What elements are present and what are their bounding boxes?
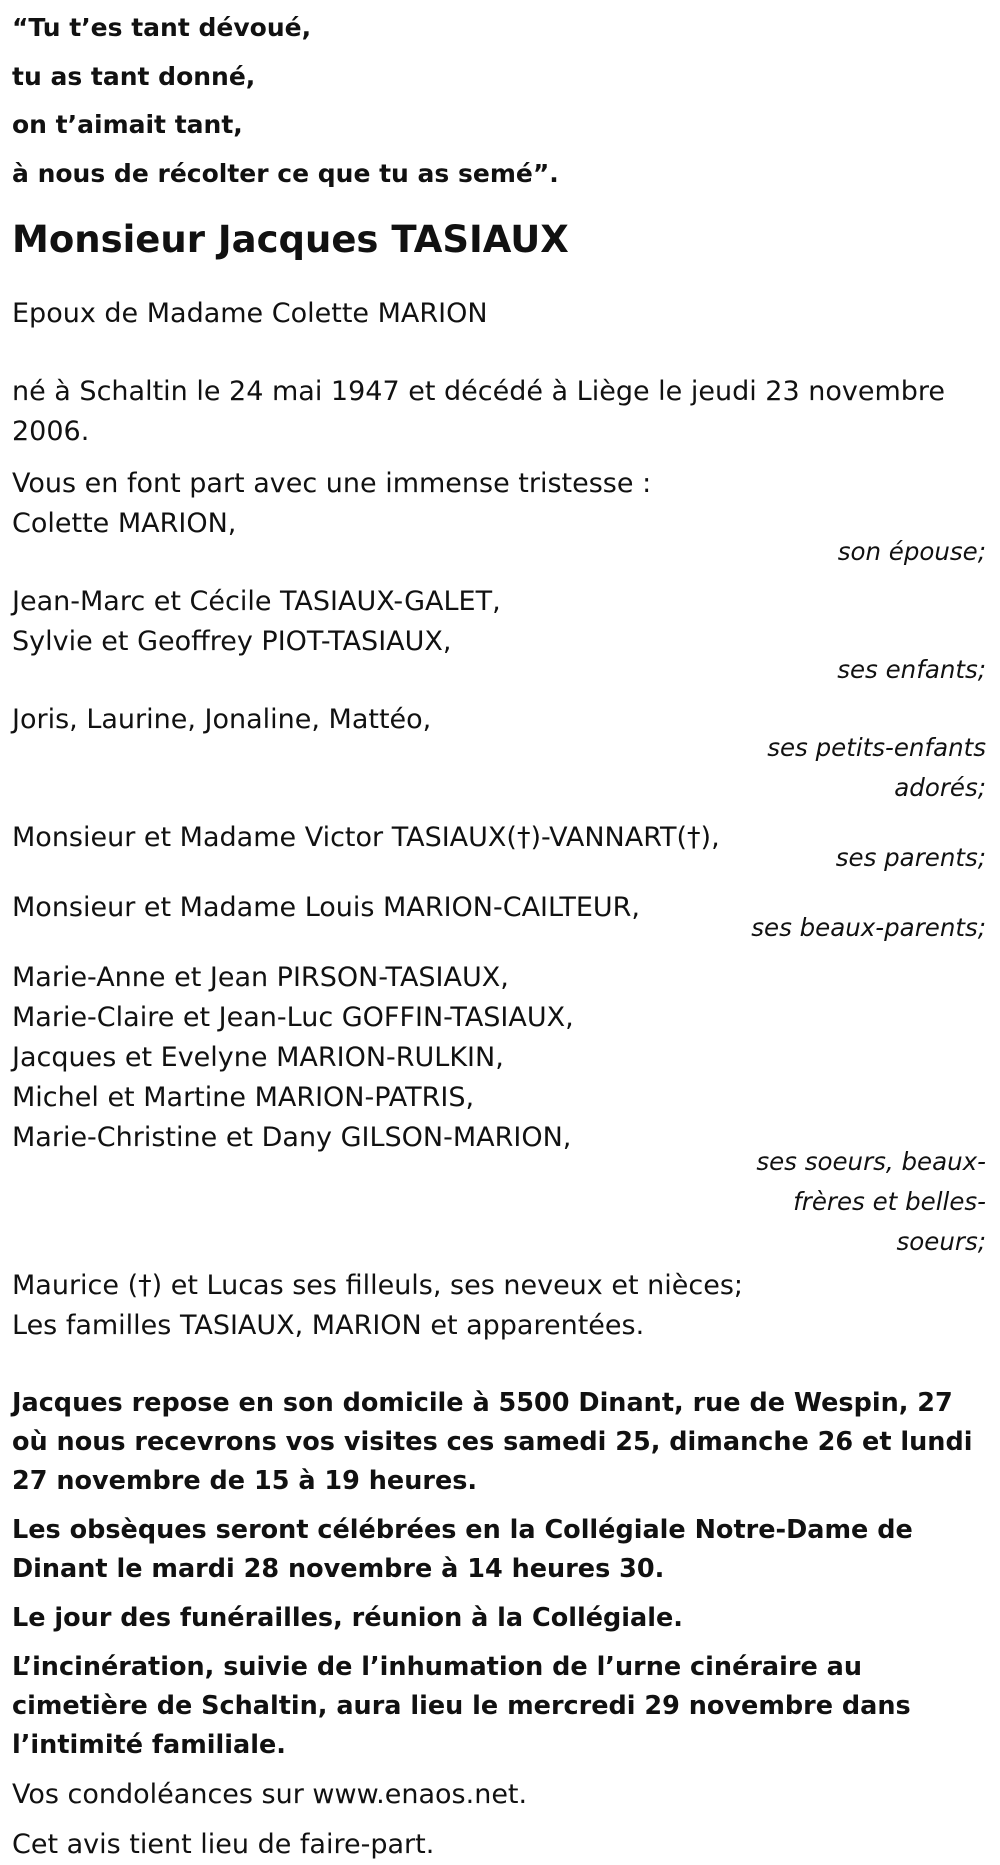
quote-line: tu as tant donné, <box>12 61 256 91</box>
announcement-intro: Vous en font part avec une immense tristesse : <box>12 468 652 499</box>
condolences-line: Vos condoléances sur www.enaos.net. <box>12 1779 528 1810</box>
quote-line: “Tu t’es tant dévoué, <box>12 13 312 42</box>
family-name-line: Michel et Martine MARION-PATRIS, <box>12 1082 475 1113</box>
birth-death-line: né à Schaltin le 24 mai 1947 et décédé à Liège le jeudi 23 novembre 2006. <box>12 376 946 447</box>
spouse-line: Epoux de Madame Colette MARION <box>12 298 488 329</box>
relation-label: ses enfants; <box>837 655 986 684</box>
family-name-line: Jacques et Evelyne MARION-RULKIN, <box>12 1042 504 1073</box>
family-name-line: Monsieur et Madame Victor TASIAUX(†)-VANNART(†), <box>12 822 720 853</box>
family-group-parents-in-law <box>12 888 986 948</box>
family-name-line: Monsieur et Madame Louis MARION-CAILTEUR, <box>12 892 641 923</box>
notice-line: Cet avis tient lieu de faire-part. <box>12 1829 435 1860</box>
closing-line: Les familles TASIAUX, MARION et apparentées. <box>12 1310 645 1341</box>
closing-line: Maurice (†) et Lucas ses filleuls, ses neveux et nièces; <box>12 1270 743 1301</box>
funeral-info: Les obsèques seront célébrées en la Collégiale Notre-Dame de Dinant le mardi 28 novembre à 14 heures 30. <box>12 1515 913 1584</box>
relation-label: ses beaux-parents; <box>751 913 986 942</box>
memorial-quote <box>12 4 986 198</box>
meeting-info: Le jour des funérailles, réunion à la Collégiale. <box>12 1603 683 1633</box>
cremation-info: L’incinération, suivie de l’inhumation de l’urne cinéraire au cimetière de Schaltin, aura lieu le mercredi 29 novembre dans l’intimité familiale. <box>12 1652 911 1760</box>
visitation-info: Jacques repose en son domicile à 5500 Dinant, rue de Wespin, 27 où nous recevrons vos visites ces samedi 25, dimanche 26 et lundi 27 novembre de 15 à 19 heures. <box>12 1388 973 1496</box>
family-name-line: Marie-Claire et Jean-Luc GOFFIN-TASIAUX, <box>12 1002 574 1033</box>
family-name-line: Colette MARION, <box>12 508 237 539</box>
family-name-line: Sylvie et Geoffrey PIOT-TASIAUX, <box>12 626 452 657</box>
quote-line: on t’aimait tant, <box>12 110 243 139</box>
family-group-parents <box>12 818 986 878</box>
family-name-line: Marie-Christine et Dany GILSON-MARION, <box>12 1122 572 1153</box>
family-group-siblings <box>12 958 986 1262</box>
relation-label: ses petits-enfants adorés; <box>767 733 986 802</box>
relation-label: ses parents; <box>835 843 986 872</box>
family-group-children <box>12 582 986 690</box>
relation-label: ses soeurs, beaux-frères et belles-soeurs; <box>756 1147 986 1256</box>
family-name-line: Joris, Laurine, Jonaline, Mattéo, <box>12 704 432 735</box>
deceased-name-title: Monsieur Jacques TASIAUX <box>12 218 569 261</box>
family-name-line: Jean-Marc et Cécile TASIAUX-GALET, <box>12 586 501 617</box>
family-name-line: Marie-Anne et Jean PIRSON-TASIAUX, <box>12 962 509 993</box>
extended-family <box>12 1266 986 1346</box>
family-group-grandchildren <box>12 700 986 808</box>
relation-label: son épouse; <box>837 537 986 566</box>
quote-line: à nous de récolter ce que tu as semé”. <box>12 158 559 188</box>
obituary-page <box>0 4 1000 1860</box>
family-group-spouse <box>12 504 986 572</box>
